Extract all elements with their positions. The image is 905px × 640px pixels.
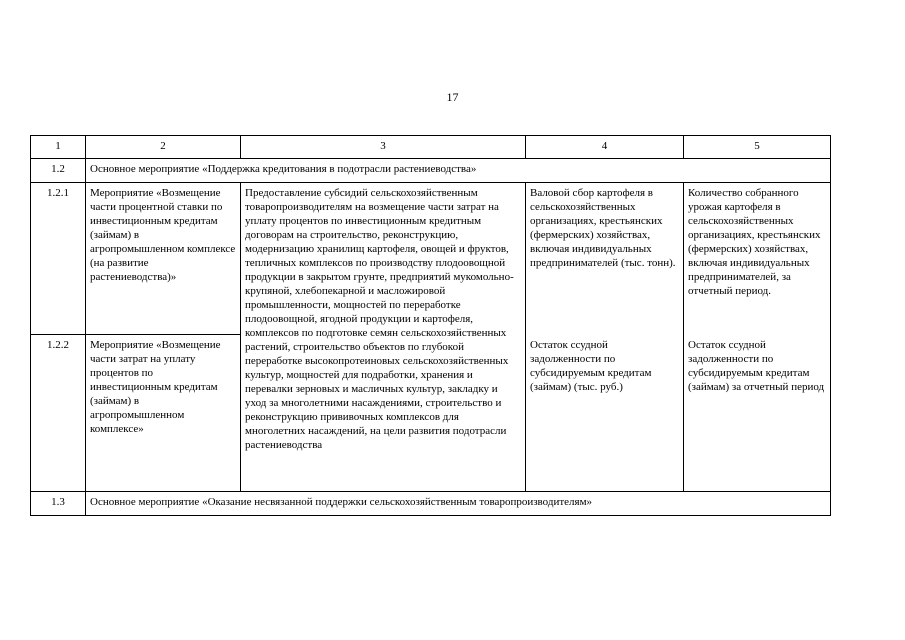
header-cell-4: 4 bbox=[526, 136, 684, 159]
row-number: 1.2.2 bbox=[31, 335, 86, 492]
table-row-1-2-1 bbox=[31, 183, 831, 335]
indicator-name: Остаток ссудной задолженности по субсидируемым кредитам (займам) (тыс. руб.) bbox=[526, 335, 684, 492]
measure-description: Предоставление субсидий сельскохозяйственным товаропроизводителям на возмещение части затрат на уплату процентов по инвестиционным кредитным договорам на строительство, реконструкцию, модернизацию хранилищ картофеля, овощей и фруктов, тепличных комплексов по производству плодоовощной продукции в закрытом грунте, предприятий мукомольно-крупяной, хлебопекарной и масложировой промышленности, мощностей по переработке плодоовощной, ягодной продукции и картофеля, комплексов по подготовке семян сельскохозяйственных растений, строительство объектов по глубокой переработке высокопротеиновых сельскохозяйственных культур, мощностей для подработки, хранения и перевалки зерновых и масличных культур, закладку и уход за многолетними насаждениями, строительство и реконструкцию прививочных комплексов для многолетних насаждений, на цели развития подотрасли растениеводства bbox=[241, 183, 526, 492]
header-cell-5: 5 bbox=[684, 136, 831, 159]
header-cell-1: 1 bbox=[31, 136, 86, 159]
row-number: 1.2.1 bbox=[31, 183, 86, 335]
main-measure-text: Основное мероприятие «Оказание несвязанной поддержки сельскохозяйственным товаропроизводителям» bbox=[86, 492, 831, 516]
header-cell-3: 3 bbox=[241, 136, 526, 159]
table-row-1-2 bbox=[31, 159, 831, 183]
indicator-method: Остаток ссудной задолженности по субсидируемым кредитам (займам) за отчетный период bbox=[684, 335, 831, 492]
header-cell-2: 2 bbox=[86, 136, 241, 159]
row-number: 1.2 bbox=[31, 159, 86, 183]
measure-name: Мероприятие «Возмещение части затрат на уплату процентов по инвестиционным кредитам (займам) в агропромышленном комплексе» bbox=[86, 335, 241, 492]
page-number: 17 bbox=[446, 90, 459, 104]
indicator-method: Количество собранного урожая картофеля в сельскохозяйственных организациях, крестьянских (фермерских) хозяйствах, включая индивидуальных предпринимателей, за отчетный период. bbox=[684, 183, 831, 335]
measure-name: Мероприятие «Возмещение части процентной ставки по инвестиционным кредитам (займам) в агропромышленном комплексе (на развитие растениеводства)» bbox=[86, 183, 241, 335]
table-row-1-3 bbox=[31, 492, 831, 516]
table-header-row bbox=[31, 136, 831, 159]
main-measure-text: Основное мероприятие «Поддержка кредитования в подотрасли растениеводства» bbox=[86, 159, 831, 183]
indicator-name: Валовой сбор картофеля в сельскохозяйственных организациях, крестьянских (фермерских) хозяйствах, включая индивидуальных предпринимателей (тыс. тонн). bbox=[526, 183, 684, 335]
row-number: 1.3 bbox=[31, 492, 86, 516]
measures-table bbox=[30, 135, 831, 516]
